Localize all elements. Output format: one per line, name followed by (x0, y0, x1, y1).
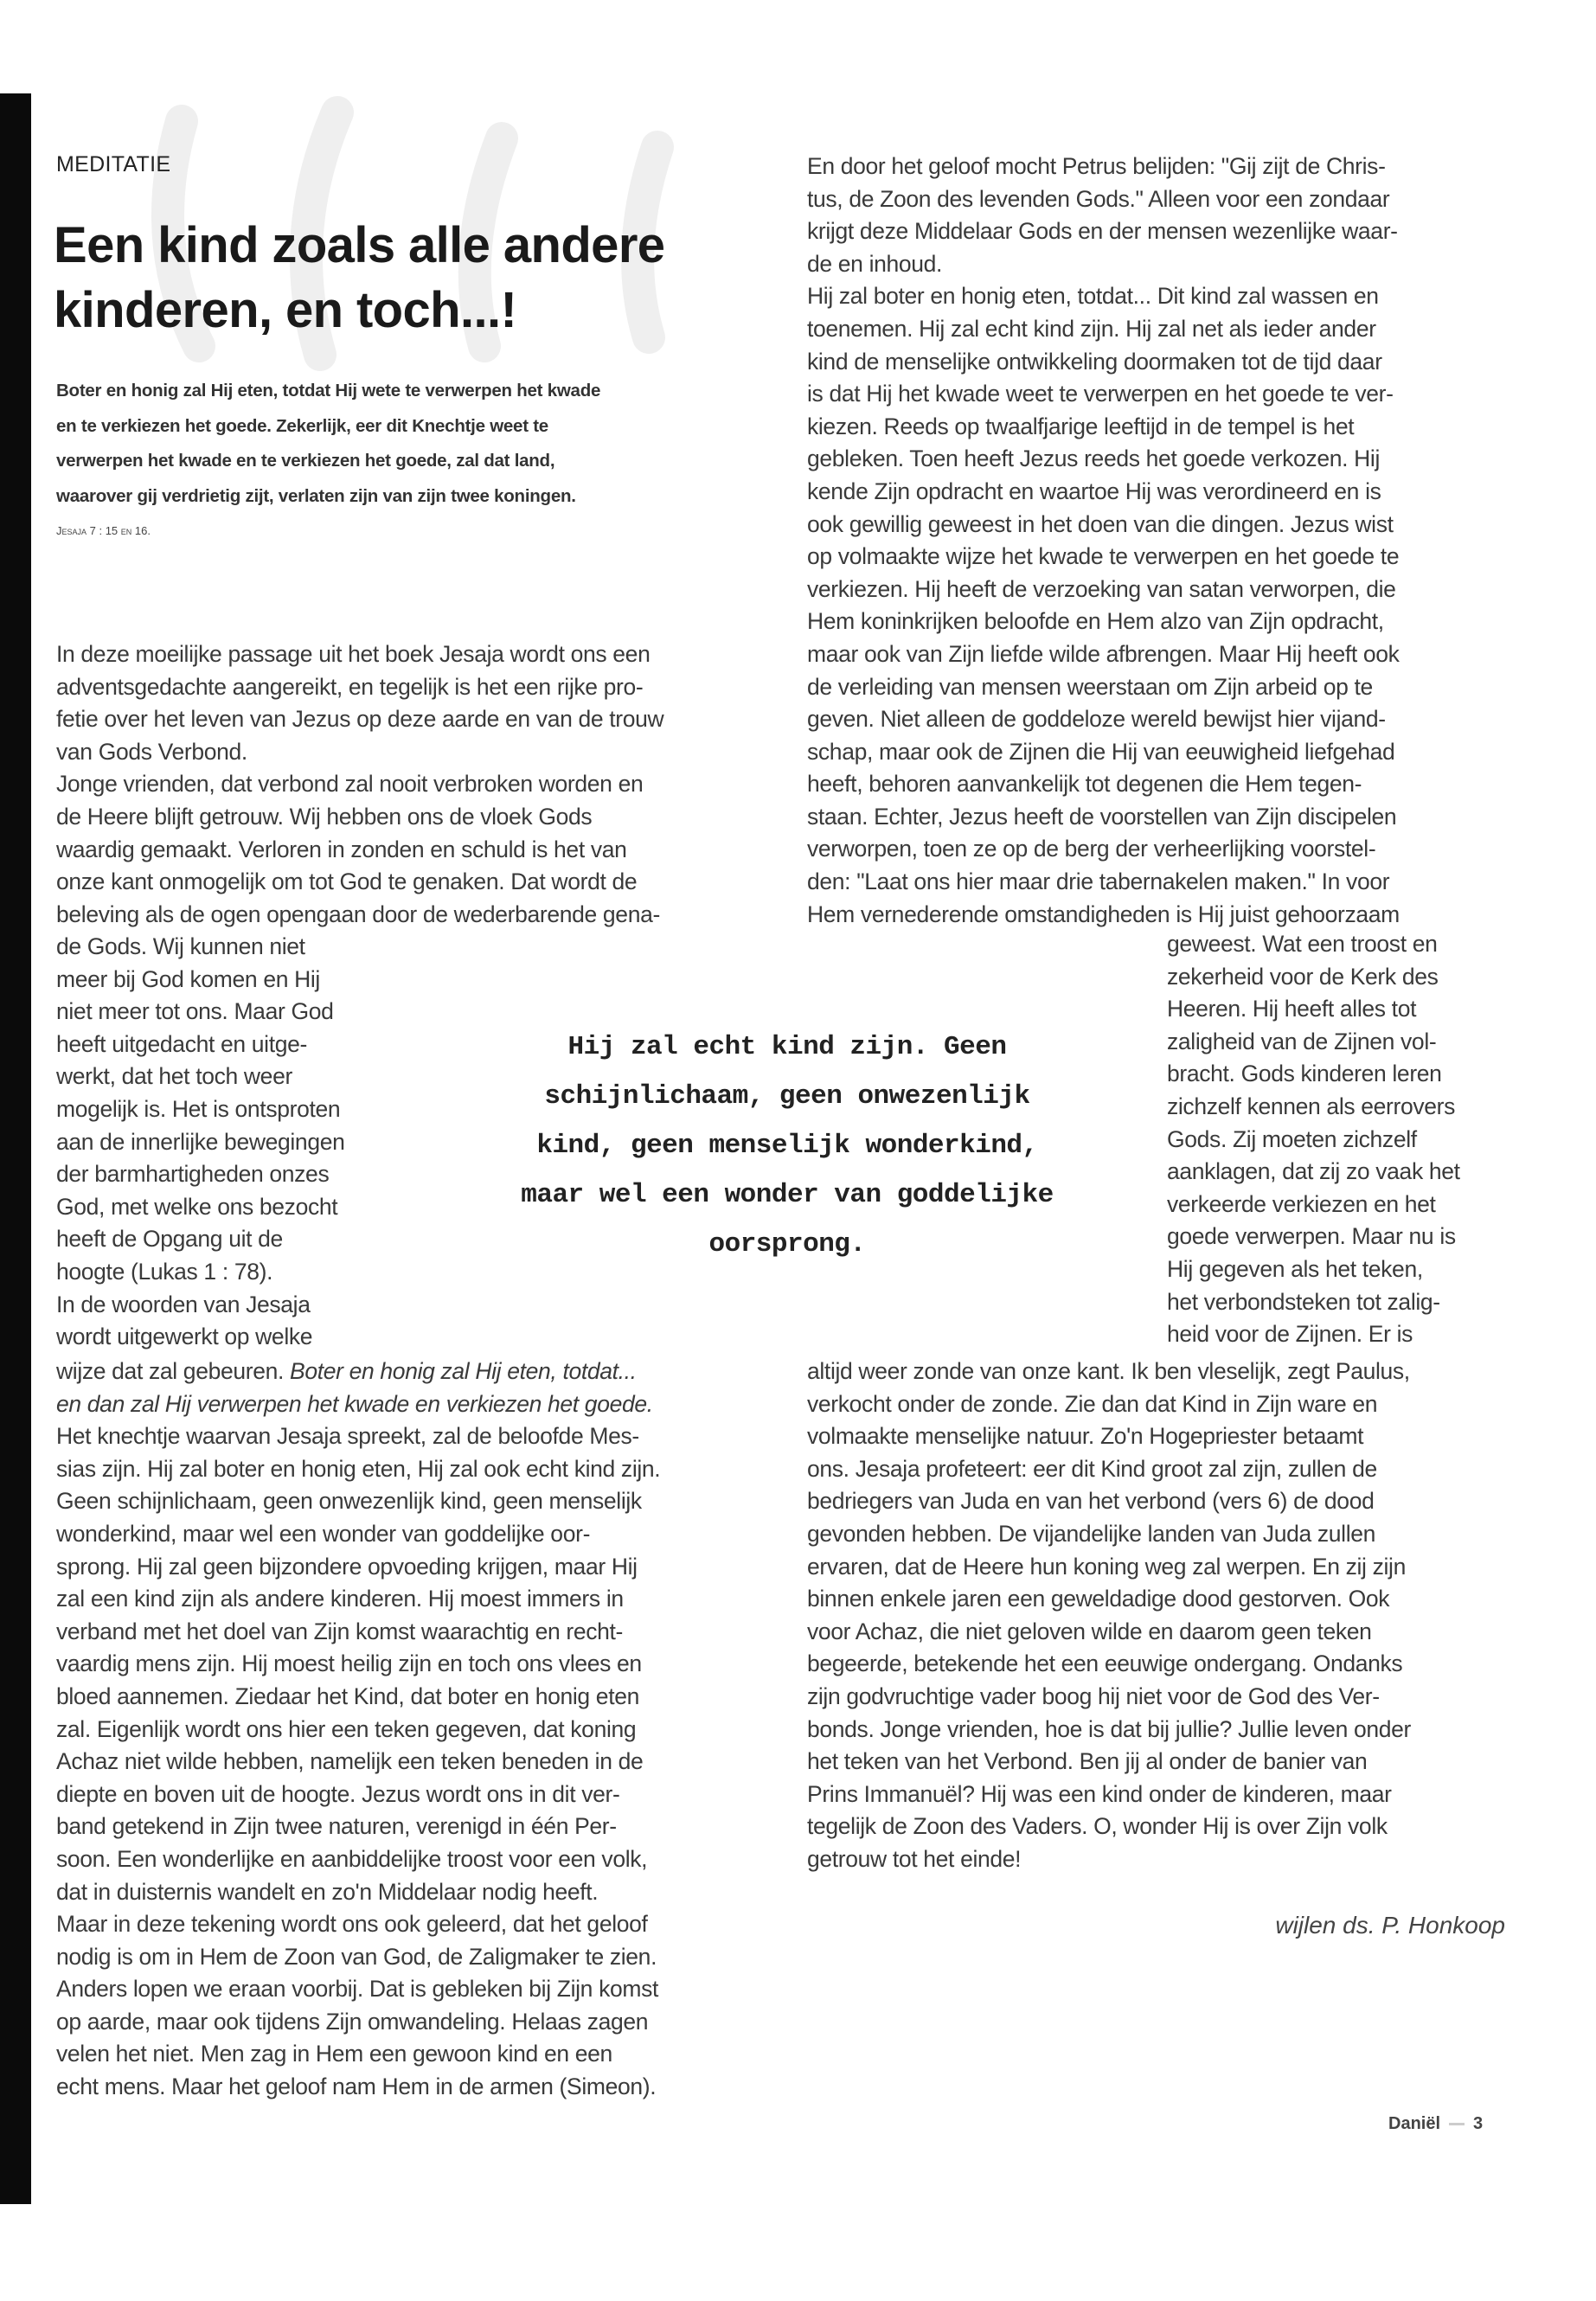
text-line: wonderkind, maar wel een wonder van goddelijke oor- (56, 1520, 591, 1547)
text-line: In deze moeilijke passage uit het boek Jesaja wordt ons een (56, 641, 651, 667)
text-line: den: "Laat ons hier maar drie tabernakelen maken." In voor (807, 868, 1390, 895)
text-line: maar ook van Zijn liefde wilde afbrengen. Maar Hij heeft ook (807, 640, 1400, 667)
text-line: sias zijn. Hij zal boter en honig eten, Hij zal ook echt kind zijn. (56, 1455, 661, 1482)
page-footer (1388, 2114, 1483, 2134)
text-line: binnen enkele jaren een geweldadige dood gestorven. Ook (807, 1586, 1390, 1612)
text-line: bonds. Jonge vrienden, hoe is dat bij jullie? Jullie leven onder (807, 1715, 1411, 1742)
text-line: zal een kind zijn als andere kinderen. Hij moest immers in (56, 1586, 624, 1612)
scripture-citation: Jesaja 7 : 15 en 16. (56, 524, 151, 537)
text-line: echt mens. Maar het geloof nam Hem in de armen (Simeon). (56, 2073, 657, 2100)
text-line: geweest. Wat een troost en (1167, 931, 1438, 957)
page-number: 3 (1473, 2114, 1484, 2133)
pull-quote-line: schijnlichaam, geen onwezenlijk (544, 1081, 1030, 1112)
text-line: verkeerde verkiezen en het (1167, 1190, 1436, 1217)
text-line: band getekend in Zijn twee naturen, verenigd in één Per- (56, 1813, 617, 1840)
text-line: geven. Niet alleen de goddeloze wereld bewijst hier vijand- (807, 706, 1386, 733)
lead-line: verwerpen het kwade en te verkiezen het goede, zal dat land, (56, 451, 555, 471)
text-line: wordt uitgewerkt op welke (56, 1324, 313, 1350)
italic-quote-segment: Boter en honig zal Hij eten, totdat... (290, 1358, 637, 1384)
footer-dash (1449, 2123, 1465, 2125)
text-line: ook gewillig geweest in het doen van die dingen. Jezus wist (807, 510, 1394, 537)
text-line: adventsgedachte aangereikt, en tegelijk is het een rijke pro- (56, 673, 644, 700)
text-line: het teken van het Verbond. Ben jij al onder de banier van (807, 1748, 1368, 1775)
text-line: Hem koninkrijken beloofde en Hem alzo van Zijn opdracht, (807, 608, 1384, 635)
text-line: verkiezen. Hij heeft de verzoeking van satan verworpen, die (807, 575, 1396, 602)
body-column-left-top (56, 638, 663, 931)
body-column-left-narrow (56, 931, 344, 1354)
text-line: kind de menselijke ontwikkeling doormaken tot de tijd daar (807, 348, 1382, 375)
text-line: Hij gegeven als het teken, (1167, 1255, 1423, 1282)
body-column-right-narrow (1167, 928, 1460, 1351)
text-line: getrouw tot het einde! (807, 1845, 1022, 1872)
text-line: verkocht onder de zonde. Zie dan dat Kind in Zijn ware en (807, 1390, 1378, 1417)
text-line: Anders lopen we eraan voorbij. Dat is gebleken bij Zijn komst (56, 1976, 658, 2003)
text-line: sprong. Hij zal geen bijzondere opvoeding krijgen, maar Hij (56, 1553, 638, 1580)
text-line: heid voor de Zijnen. Er is (1167, 1321, 1413, 1348)
text-line: tegelijk de Zoon des Vaders. O, wonder Hij is over Zijn volk (807, 1813, 1388, 1840)
article-title (54, 213, 664, 343)
text-line: aanklagen, dat zij zo vaak het (1167, 1158, 1460, 1185)
text-line: kiezen. Reeds op twaalfjarige leeftijd in de tempel is het (807, 413, 1355, 439)
text-line: altijd weer zonde van onze kant. Ik ben vleselijk, zegt Paulus, (807, 1358, 1410, 1384)
pull-quote-line: Hij zal echt kind zijn. Geen (567, 1032, 1007, 1062)
text-line: beleving als de ogen opengaan door de wederbarende gena- (56, 901, 660, 927)
text-line: bracht. Gods kinderen leren (1167, 1061, 1442, 1087)
pull-quote-line: oorsprong. (708, 1229, 866, 1259)
text-line: In de woorden van Jesaja (56, 1291, 311, 1317)
text-line: de en inhoud. (807, 250, 943, 277)
text-line: En door het geloof mocht Petrus belijden: "Gij zijt de Chris- (807, 153, 1386, 179)
page-edge-bar (0, 93, 31, 2204)
text-line: aan de innerlijke bewegingen (56, 1128, 345, 1155)
text-line: meer bij God komen en Hij (56, 965, 320, 992)
text-line: Heeren. Hij heeft alles tot (1167, 996, 1417, 1022)
text-line: van Gods Verbond. (56, 738, 247, 765)
pull-quote-line: kind, geen menselijk wonderkind, (536, 1131, 1038, 1161)
text-line: gevonden hebben. De vijandelijke landen van Juda zullen (807, 1520, 1376, 1547)
text-line: diepte en boven uit de hoogte. Jezus wordt ons in dit ver- (56, 1780, 620, 1807)
text-line: werkt, dat het toch weer (56, 1063, 292, 1090)
pull-quote (450, 1022, 1125, 1269)
text-line: toenemen. Hij zal echt kind zijn. Hij zal net als ieder ander (807, 315, 1376, 342)
text-line: het verbondsteken tot zalig- (1167, 1288, 1440, 1315)
body-column-right-bottom (807, 1356, 1411, 1876)
text-line: verworpen, toen ze op de berg der verheerlijking voorstel- (807, 836, 1376, 862)
text-line: vaardig mens zijn. Hij moest heilig zijn en toch ons vlees en (56, 1650, 642, 1677)
title-line: kinderen, en toch...! (54, 282, 517, 338)
text-line: dat in duisternis wandelt en zo'n Middelaar nodig heeft. (56, 1878, 599, 1905)
text-line: de Gods. Wij kunnen niet (56, 933, 305, 959)
scripture-lead (56, 374, 600, 514)
text-line: schap, maar ook de Zijnen die Hij van eeuwigheid liefgehad (807, 738, 1395, 765)
section-label: MEDITATIE (56, 152, 171, 176)
text-line: verband met het doel van Zijn komst waarachtig en recht- (56, 1618, 624, 1644)
text-line: Achaz niet wilde hebben, namelijk een teken beneden in de (56, 1748, 644, 1775)
text-line: zekerheid voor de Kerk des (1167, 963, 1439, 990)
text-line: volmaakte menselijke natuur. Zo'n Hogepriester betaamt (807, 1423, 1364, 1450)
text-line: op aarde, maar ook tijdens Zijn omwandeling. Helaas zagen (56, 2008, 649, 2035)
text-line: niet meer tot ons. Maar God (56, 998, 334, 1025)
text-line: onze kant onmogelijk om tot God te genaken. Dat wordt de (56, 868, 638, 895)
body-column-right-top (807, 151, 1400, 931)
text-line: begeerde, betekende het een eeuwige ondergang. Ondanks (807, 1650, 1403, 1677)
text-line: de Heere blijft getrouw. Wij hebben ons de vloek Gods (56, 803, 593, 830)
text-line: waardig gemaakt. Verloren in zonden en schuld is het van (56, 836, 627, 862)
text-segment: wijze dat zal gebeuren. (56, 1358, 291, 1384)
text-line: heeft uitgedacht en uitge- (56, 1030, 307, 1057)
text-line: soon. Een wonderlijke en aanbiddelijke troost voor een volk, (56, 1845, 648, 1872)
text-line: velen het niet. Men zag in Hem een gewoon kind en een (56, 2041, 612, 2067)
body-column-left-bottom (56, 1356, 660, 2104)
text-line: fetie over het leven van Jezus op deze aarde en van de trouw (56, 706, 664, 733)
text-line: kende Zijn opdracht en waartoe Hij was verordineerd en is (807, 478, 1381, 504)
lead-line: en te verkiezen het goede. Zekerlijk, eer dit Knechtje weet te (56, 415, 548, 436)
magazine-name: Daniël (1388, 2114, 1441, 2133)
text-line: Jonge vrienden, dat verbond zal nooit verbroken worden en (56, 771, 644, 798)
text-line: God, met welke ons bezocht (56, 1193, 338, 1220)
text-line: der barmhartigheden onzes (56, 1161, 330, 1188)
text-line: heeft de Opgang uit de (56, 1226, 283, 1253)
text-line (56, 1356, 660, 1388)
text-line: Gods. Zij moeten zichzelf (1167, 1125, 1417, 1152)
text-line: op volmaakte wijze het kwade te verwerpen en het goede te (807, 543, 1400, 570)
text-line: krijgt deze Middelaar Gods en der mensen wezenlijke waar- (807, 218, 1398, 245)
text-line: staan. Echter, Jezus heeft de voorstellen van Zijn discipelen (807, 803, 1397, 830)
text-line: Hij zal boter en honig eten, totdat... Dit kind zal wassen en (807, 283, 1379, 310)
text-line: voor Achaz, die niet geloven wilde en daarom geen teken (807, 1618, 1372, 1644)
text-line: is dat Hij het kwade weet te verwerpen en het goede te ver- (807, 381, 1394, 407)
text-line: nodig is om in Hem de Zoon van God, de Zaligmaker te zien. (56, 1943, 657, 1970)
text-line: goede verwerpen. Maar nu is (1167, 1223, 1456, 1250)
text-line: ervaren, dat de Heere hun koning weg zal werpen. En zij zijn (807, 1553, 1406, 1580)
text-line: bloed aannemen. Ziedaar het Kind, dat boter en honig eten (56, 1682, 639, 1709)
text-line: Geen schijnlichaam, geen onwezenlijk kind, geen menselijk (56, 1488, 642, 1515)
text-line: zaligheid van de Zijnen vol- (1167, 1028, 1437, 1054)
text-line: de verleiding van mensen weerstaan om Zijn arbeid op te (807, 673, 1373, 700)
lead-line: waarover gij verdrietig zijt, verlaten zijn van zijn twee koningen. (56, 485, 576, 506)
text-line: mogelijk is. Het is ontsproten (56, 1095, 341, 1122)
text-line: hoogte (Lukas 1 : 78). (56, 1258, 273, 1285)
title-line: Een kind zoals alle andere (54, 217, 665, 273)
text-line: Het knechtje waarvan Jesaja spreekt, zal de beloofde Mes- (56, 1423, 639, 1450)
text-line: zijn godvruchtige vader boog hij niet voor de God des Ver- (807, 1682, 1380, 1709)
text-line: Hem vernederende omstandigheden is Hij juist gehoorzaam (807, 901, 1400, 927)
text-line: tus, de Zoon des levenden Gods." Alleen voor een zondaar (807, 185, 1390, 212)
pull-quote-line: maar wel een wonder van goddelijke (521, 1180, 1054, 1210)
text-line: zal. Eigenlijk wordt ons hier een teken gegeven, dat koning (56, 1715, 637, 1742)
text-line: Maar in deze tekening wordt ons ook geleerd, dat het geloof (56, 1911, 648, 1938)
text-line (56, 1388, 660, 1421)
text-line: Prins Immanuël? Hij was een kind onder de kinderen, maar (807, 1780, 1392, 1807)
text-line: zichzelf kennen als eerrovers (1167, 1093, 1456, 1119)
text-line: gebleken. Toen heeft Jezus reeds het goede verkozen. Hij (807, 445, 1380, 472)
lead-line: Boter en honig zal Hij eten, totdat Hij wete te verwerpen het kwade (56, 381, 601, 401)
italic-quote-segment: en dan zal Hij verwerpen het kwade en verkiezen het goede. (56, 1390, 653, 1417)
text-line: heeft, behoren aanvankelijk tot degenen die Hem tegen- (807, 771, 1362, 798)
text-line: ons. Jesaja profeteert: eer dit Kind groot zal zijn, zullen de (807, 1455, 1377, 1482)
author-signature: wijlen ds. P. Honkoop (1275, 1912, 1505, 1939)
text-line: bedriegers van Juda en van het verbond (vers 6) de dood (807, 1488, 1375, 1515)
